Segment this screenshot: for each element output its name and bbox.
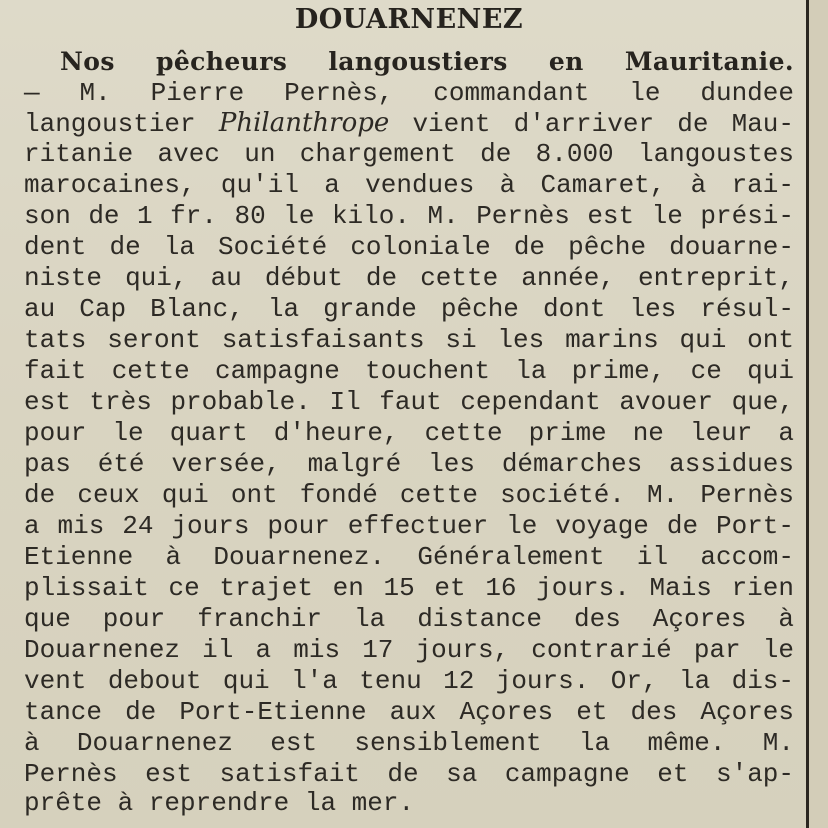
text-line: tats seront satisfaisants si les marins qui ont (24, 325, 794, 355)
text-line-last: prête à reprendre la mer. (24, 788, 415, 818)
text-line: pour le quart d'heure, cette prime ne leur a (24, 418, 794, 448)
right-margin (809, 0, 828, 828)
text-line: ritanie avec un chargement de 8.000 langoustes (24, 139, 794, 169)
text-line: pas été versée, malgré les démarches assidues (24, 449, 794, 479)
headline: DOUARNENEZ (294, 4, 524, 35)
text-line: a mis 24 jours pour effectuer le voyage de Port- (24, 511, 794, 541)
text-line: marocaines, qu'il a vendues à Camaret, à rai- (24, 170, 794, 200)
text-fragment: langoustier (24, 109, 196, 139)
text-line: Douarnenez il a mis 17 jours, contrarié par le (24, 635, 794, 665)
text-line: son de 1 fr. 80 le kilo. M. Pernès est le prési- (24, 201, 794, 231)
text-line: vent debout qui l'a tenu 12 jours. Or, la dis- (24, 666, 794, 696)
text-line: au Cap Blanc, la grande pêche dont les résul- (24, 294, 794, 324)
text-line: plissait ce trajet en 15 et 16 jours. Mais rien (24, 573, 794, 603)
text-line: à Douarnenez est sensiblement la même. M. (24, 728, 794, 758)
text-line: Pernès est satisfait de sa campagne et s'ap- (24, 759, 794, 789)
text-line: Etienne à Douarnenez. Généralement il accom- (24, 542, 794, 572)
text-line: niste qui, au début de cette année, entreprit, (24, 263, 794, 293)
ship-name: Philanthrope (218, 108, 390, 138)
text-line: que pour franchir la distance des Açores à (24, 604, 794, 634)
text-line: — M. Pierre Pernès, commandant le dundee (24, 78, 794, 108)
text-line: fait cette campagne touchent la prime, ce qui (24, 356, 794, 386)
text-fragment: vient d'arriver de Mau- (412, 109, 795, 139)
text-line: tance de Port-Etienne aux Açores et des Açores (24, 697, 794, 727)
text-line: dent de la Société coloniale de pêche douarne- (24, 232, 794, 262)
subheadline: Nos pêcheurs langoustiers en Mauritanie. (60, 47, 794, 76)
text-line: de ceux qui ont fondé cette société. M. Pernès (24, 480, 794, 510)
text-line (24, 108, 794, 139)
text-line: est très probable. Il faut cependant avouer que, (24, 387, 794, 417)
